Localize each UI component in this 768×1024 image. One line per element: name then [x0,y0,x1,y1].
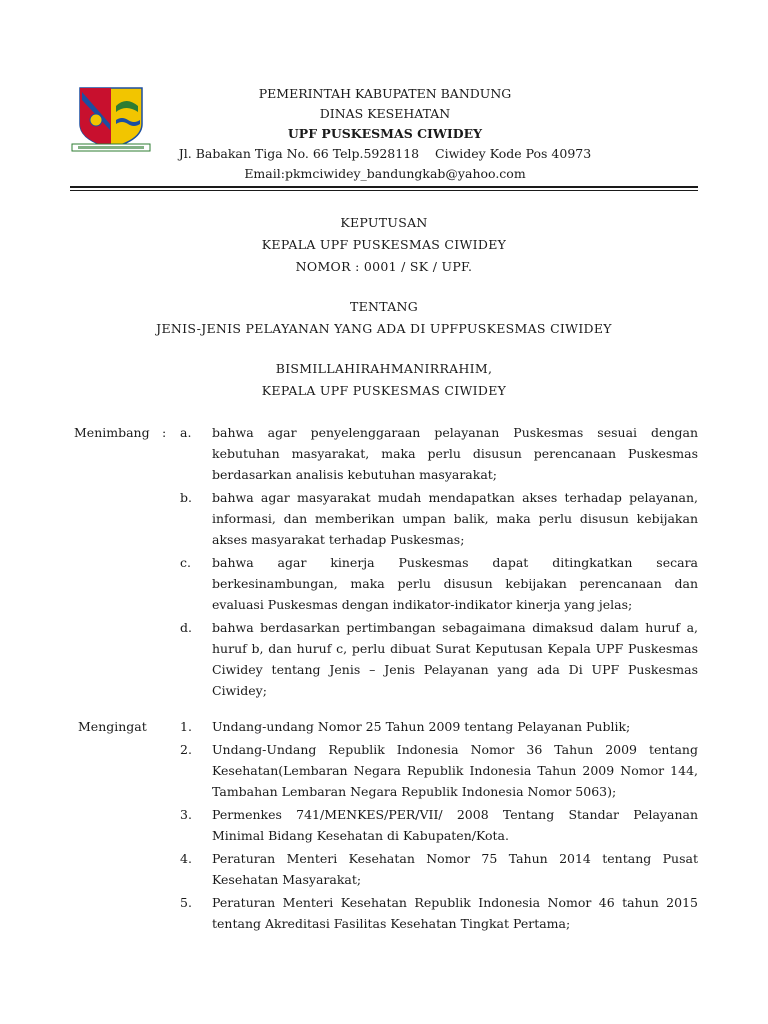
list-item [180,848,698,890]
item-marker: d. [180,620,192,635]
decree-number: NOMOR : 0001 / SK / UPF. [295,259,473,274]
tentang-label: TENTANG [349,299,419,314]
list-item [180,617,698,701]
list-item [180,716,698,737]
item-text: bahwa agar kinerja Puskesmas dapat ditingkatkan secara berkesinambungan, maka perlu disusun kebijakan perencanaan dan evaluasi Puskesmas dengan indikator-indikator kinerja yang jelas; [212,555,698,612]
issuer-repeat: KEPALA UPF PUSKESMAS CIWIDEY [261,383,507,398]
letterhead [150,84,620,184]
menimbang-list [180,422,698,703]
item-marker: c. [180,555,191,570]
item-text: Undang-undang Nomor 25 Tahun 2009 tentang Pelayanan Publik; [212,719,631,734]
institution-name: UPF PUSKESMAS CIWIDEY [287,126,483,141]
item-text: bahwa agar penyelenggaraan pelayanan Puskesmas sesuai dengan kebutuhan masyarakat, maka perlu disusun perencanaan Puskesmas berdasarkan analisis kebutuhan masyarakat; [212,425,698,482]
item-text: Peraturan Menteri Kesehatan Nomor 75 Tahun 2014 tentang Pusat Kesehatan Masyarakat; [212,851,698,887]
list-item [180,422,698,485]
item-marker: 2. [180,742,192,757]
decree-subject: JENIS-JENIS PELAYANAN YANG ADA DI UPFPUSKESMAS CIWIDEY [156,321,612,336]
item-marker: 3. [180,807,192,822]
kabupaten-bandung-crest-icon [70,84,152,154]
list-item [180,739,698,802]
decree-subject-block [70,296,698,340]
item-text: bahwa agar masyarakat mudah mendapatkan akses terhadap pelayanan, informasi, dan memberikan umpan balik, maka perlu disusun kebijakan akses masyarakat terhadap Puskesmas; [212,490,698,547]
header-divider-thin [70,190,698,191]
government-name: PEMERINTAH KABUPATEN BANDUNG [258,86,512,101]
opening-block [70,358,698,402]
item-marker: 5. [180,895,192,910]
item-marker: a. [180,425,192,440]
list-item [180,487,698,550]
item-text: Peraturan Menteri Kesehatan Republik Indonesia Nomor 46 tahun 2015 tentang Akreditasi Fasilitas Kesehatan Tingkat Pertama; [212,895,698,931]
item-marker: 4. [180,851,192,866]
list-item [180,892,698,934]
decree-title: KEPUTUSAN [340,215,428,230]
bismillah-line: BISMILLAHIRAHMANIRRAHIM, [275,361,493,376]
list-item [180,552,698,615]
address-line: Jl. Babakan Tiga No. 66 Telp.5928118 Ciwidey Kode Pos 40973 [178,146,592,161]
department-name: DINAS KESEHATAN [319,106,451,121]
item-text: bahwa berdasarkan pertimbangan sebagaimana dimaksud dalam huruf a, huruf b, dan huruf c, perlu dibuat Surat Keputusan Kepala UPF Puskesmas Ciwidey tentang Jenis – Jenis Pelayanan yang ada Di UPF Puskesmas Ciwidey; [212,620,698,698]
item-marker: 1. [180,719,192,734]
menimbang-label: Menimbang [74,425,150,440]
mengingat-list [180,716,698,936]
email-line: Email:pkmciwidey_bandungkab@yahoo.com [244,166,526,181]
item-marker: b. [180,490,192,505]
decree-heading [70,212,698,278]
item-text: Undang-Undang Republik Indonesia Nomor 36 Tahun 2009 tentang Kesehatan(Lembaran Negara Republik Indonesia Tahun 2009 Nomor 144, Tambahan Lembaran Negara Republik Indonesia Nomor 5063); [212,742,698,799]
header-divider-thick [70,186,698,188]
list-item [180,804,698,846]
decree-issuer: KEPALA UPF PUSKESMAS CIWIDEY [261,237,507,252]
menimbang-colon: : [162,425,167,440]
mengingat-label: Mengingat [78,719,147,734]
item-text: Permenkes 741/MENKES/PER/VII/ 2008 Tentang Standar Pelayanan Minimal Bidang Kesehatan di Kabupaten/Kota. [212,807,698,843]
